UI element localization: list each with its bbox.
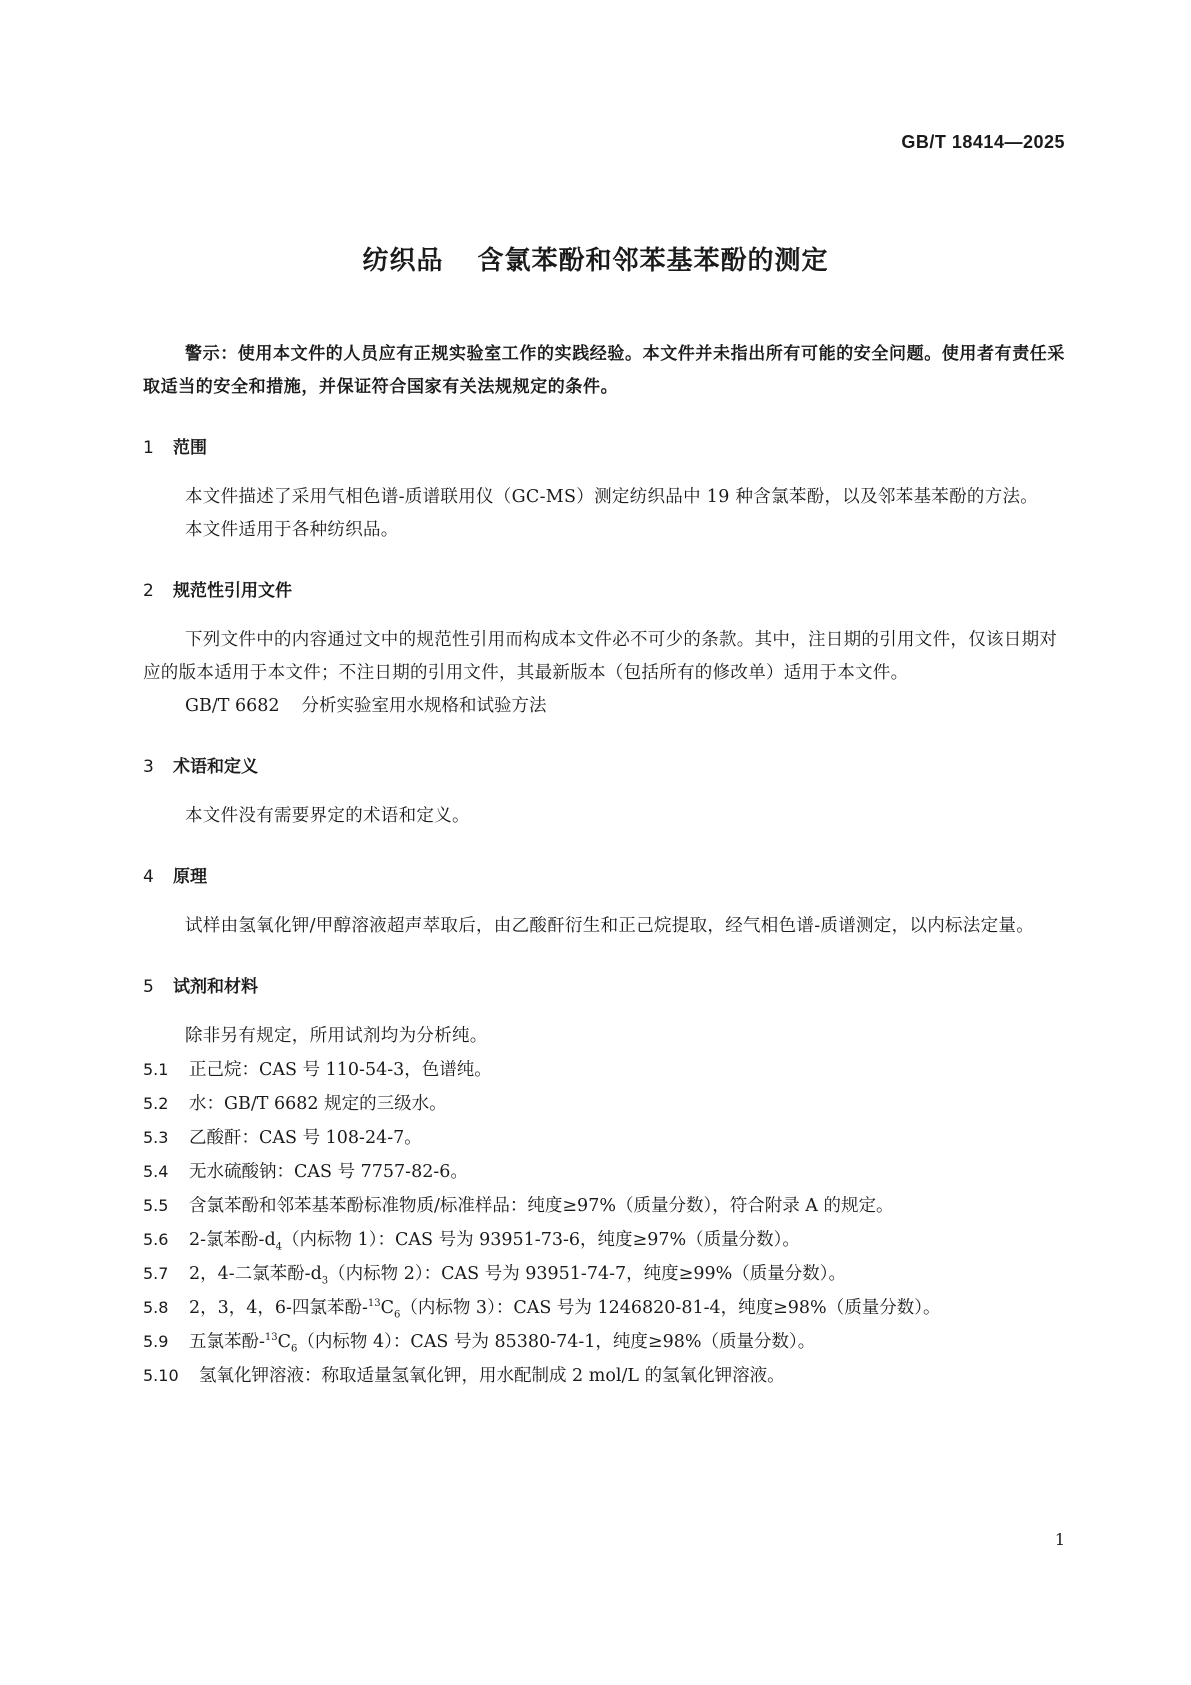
clause-5-5: 5.5 含氯苯酚和邻苯基苯酚标准物质/标准样品：纯度≥97%（质量分数），符合附录 A 的规定。 xyxy=(143,1196,894,1216)
paragraph: 本文件没有需要界定的术语和定义。 xyxy=(185,806,470,826)
title-part-1: 纺织品 xyxy=(362,246,444,276)
normative-reference: GB/T 6682 分析实验室用水规格和试验方法 xyxy=(185,696,547,716)
clause-5-2: 5.2 水：GB/T 6682 规定的三级水。 xyxy=(143,1094,447,1114)
section-heading-4: 4 原理 xyxy=(143,867,207,887)
standard-code: GB/T 18414—2025 xyxy=(901,132,1065,152)
section-heading-3: 3 术语和定义 xyxy=(143,757,258,777)
paragraph: 下列文件中的内容通过文中的规范性引用而构成本文件必不可少的条款。其中，注日期的引用文件，仅该日期对应的版本适用于本文件；不注日期的引用文件，其最新版本（包括所有的修改单）适用于本文件。 xyxy=(143,630,1058,683)
paragraph: 除非另有规定，所用试剂均为分析纯。 xyxy=(185,1026,488,1046)
section-heading-5: 5 试剂和材料 xyxy=(143,977,258,997)
clause-5-4: 5.4 无水硫酸钠：CAS 号 7757-82-6。 xyxy=(143,1162,468,1182)
title-part-2: 含氯苯酚和邻苯基苯酚的测定 xyxy=(477,246,829,276)
clause-5-8: 5.8 2，3，4，6-四氯苯酚$-^{13}C_6$（内标物 3）：CAS 号为 1246820-81-4，纯度≥98%（质量分数）。 xyxy=(143,1298,941,1321)
paragraph: 本文件描述了采用气相色谱-质谱联用仪（GC-MS）测定纺织品中 19 种含氯苯酚，以及邻苯基苯酚的方法。 xyxy=(185,487,1039,507)
safety-warning: 警示：使用本文件的人员应有正规实验室工作的实践经验。本文件并未指出所有可能的安全问题。使用者有责任采取适当的安全和措施，并保证符合国家有关法规规定的条件。 xyxy=(143,344,1065,397)
section-heading-2: 2 规范性引用文件 xyxy=(143,581,292,601)
clause-5-10: 5.10 氢氧化钾溶液：称取适量氢氧化钾，用水配制成 2 mol/L 的氢氧化钾溶液。 xyxy=(143,1366,785,1386)
document-body xyxy=(143,338,1065,1393)
section-heading-1: 1 范围 xyxy=(143,438,207,458)
page-number: 1 xyxy=(1054,1530,1065,1549)
clause-5-1: 5.1 正己烷：CAS 号 110-54-3，色谱纯。 xyxy=(143,1060,492,1080)
clause-5-9: 5.9 五氯苯酚$-^{13}C_6$（内标物 4）：CAS 号为 85380-74-1，纯度≥98%（质量分数）。 xyxy=(143,1332,816,1355)
document-title xyxy=(0,240,1191,277)
clause-5-7: 5.7 2，4-二氯苯酚$-d_3$（内标物 2）：CAS 号为 93951-74-7，纯度≥99%（质量分数）。 xyxy=(143,1264,846,1287)
clause-5-3: 5.3 乙酸酐：CAS 号 108-24-7。 xyxy=(143,1128,422,1148)
clause-5-6: 5.6 2-氯苯酚$-d_4$（内标物 1）：CAS 号为 93951-73-6，纯度≥97%（质量分数）。 xyxy=(143,1230,800,1253)
paragraph: 本文件适用于各种纺织品。 xyxy=(185,520,399,540)
paragraph: 试样由氢氧化钾/甲醇溶液超声萃取后，由乙酸酐衍生和正己烷提取，经气相色谱-质谱测定，以内标法定量。 xyxy=(185,916,1035,936)
